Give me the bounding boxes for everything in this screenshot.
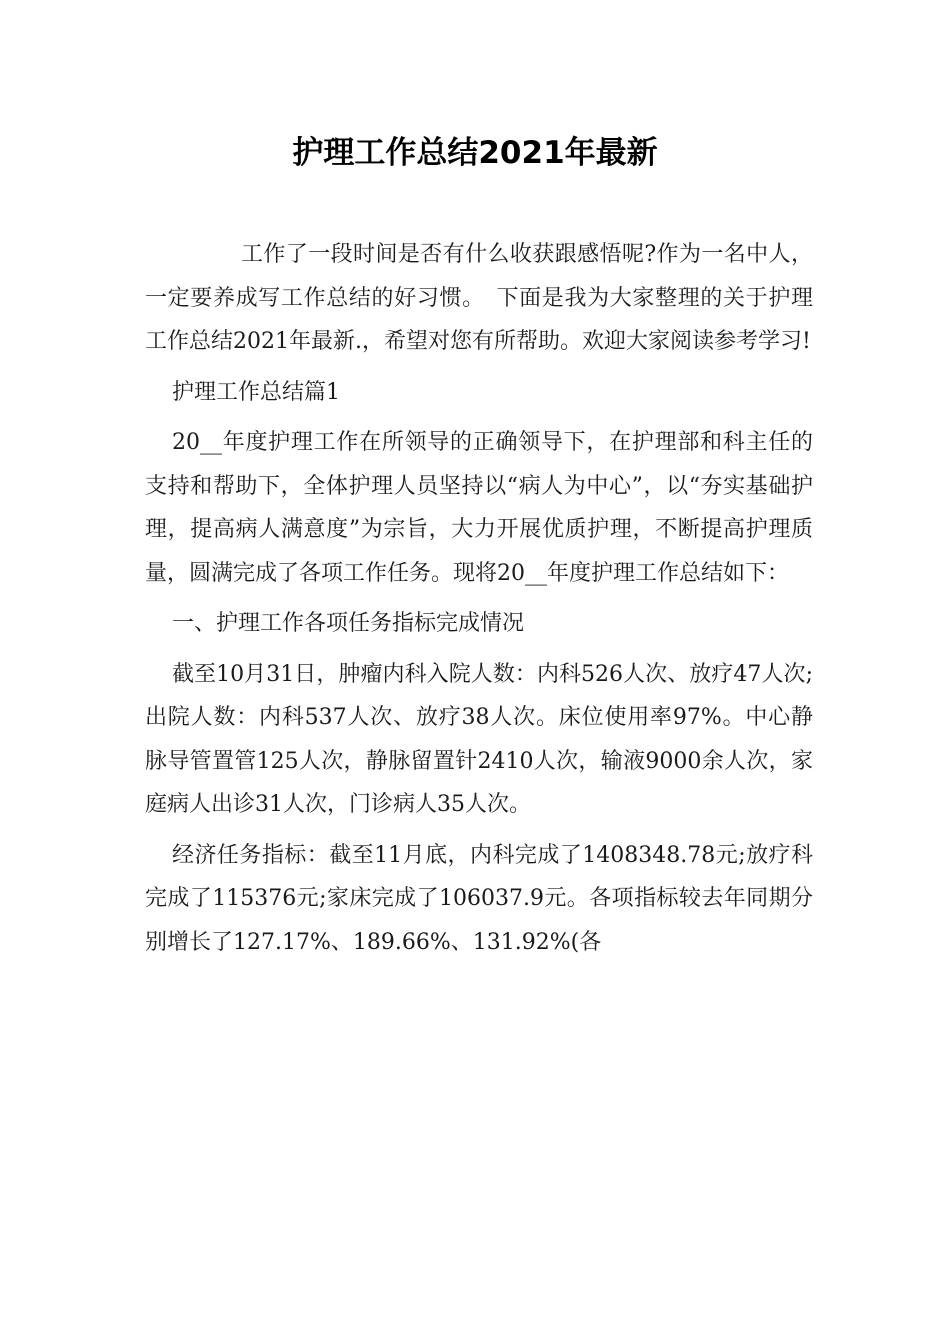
section-heading: 护理工作总结篇1 bbox=[172, 379, 340, 405]
body-paragraph: 经济任务指标：截至11月底，内科完成了1408348.78元;放疗科完成了115376元;家床完成了106037.9元。各项指标较去年同期分别增长了127.17%、189.66%、131.92%(各 bbox=[145, 842, 813, 955]
intro-paragraph: 工作了一段时间是否有什么收获跟感悟呢?作为一名中人，一定要养成写工作总结的好习惯。 下面是我为大家整理的关于护理工作总结2021年最新.，希望对您有所帮助。欢迎大家阅读参考学习! bbox=[145, 242, 813, 354]
subsection-heading: 一、护理工作各项任务指标完成情况 bbox=[172, 611, 525, 636]
body-paragraph: 截至10月31日，肿瘤内科入院人数：内科526人次、放疗47人次;出院人数：内科537人次、放疗38人次。床位使用率97%。中心静脉导管置管125人次，静脉留置针2410人次，输液9000余人次，家庭病人出诊31人次，门诊病人35人次。 bbox=[145, 661, 813, 817]
document-title: 护理工作总结2021年最新 bbox=[292, 135, 658, 171]
body-paragraph: 20__年度护理工作在所领导的正确领导下，在护理部和科主任的支持和帮助下，全体护理人员坚持以“病人为中心”，以“夯实基础护理，提高病人满意度”为宗旨，大力开展优质护理，不断提高护理质量，圆满完成了各项工作任务。现将20__年度护理工作总结如下： bbox=[145, 430, 813, 586]
document-body bbox=[145, 233, 813, 971]
